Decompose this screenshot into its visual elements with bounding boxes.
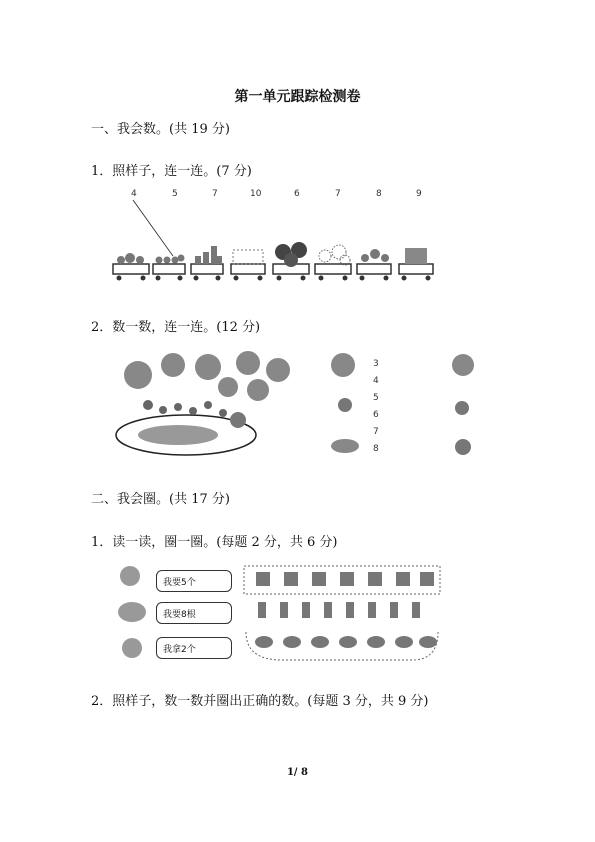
train-car-2 bbox=[153, 255, 185, 281]
q1-instruction: 1．照样子，连一连。(7 分) bbox=[91, 164, 252, 179]
speech-text-1: 我要5个 bbox=[163, 578, 196, 588]
q1-number-2: 5 bbox=[172, 189, 178, 199]
q2-number-4: 4 bbox=[373, 376, 379, 386]
train-car-7 bbox=[357, 249, 391, 281]
pond-stones bbox=[138, 425, 218, 445]
row-carrots bbox=[258, 602, 420, 618]
q2-number-7: 7 bbox=[373, 427, 379, 437]
speech-text-3: 我拿2个 bbox=[163, 645, 196, 655]
child-2 bbox=[118, 602, 146, 622]
frog bbox=[230, 412, 246, 428]
train-car-5 bbox=[273, 242, 309, 281]
child-3 bbox=[122, 638, 142, 658]
speech-text-2: 我要8根 bbox=[163, 610, 196, 620]
bird-picture bbox=[455, 401, 469, 415]
q2-number-3: 3 bbox=[373, 359, 379, 369]
q1-number-5: 6 bbox=[294, 189, 300, 199]
section2-heading: 二、我会圈。(共 17 分) bbox=[91, 492, 230, 507]
stone-picture bbox=[331, 439, 359, 453]
q1-number-6: 7 bbox=[335, 189, 341, 199]
row-mushrooms bbox=[255, 636, 437, 648]
q2-number-8: 8 bbox=[373, 444, 379, 454]
train-car-6 bbox=[315, 245, 351, 281]
example-connection-line bbox=[133, 200, 173, 256]
flower-2 bbox=[161, 353, 185, 377]
train-car-4 bbox=[231, 250, 265, 281]
garden-scene-illustration bbox=[108, 345, 303, 463]
section2-q2-instruction: 2．照样子，数一数并圈出正确的数。(每题 3 分，共 9 分) bbox=[91, 694, 429, 709]
flower-3 bbox=[195, 354, 221, 380]
leaf-picture bbox=[452, 354, 474, 376]
flower-4 bbox=[236, 351, 260, 375]
child-1 bbox=[120, 566, 140, 586]
butterfly-picture bbox=[338, 398, 352, 412]
speech-bubble-2 bbox=[156, 602, 232, 624]
q1-number-1: 4 bbox=[131, 189, 137, 199]
row-apples bbox=[256, 572, 434, 586]
section2-q1-instruction: 1．读一读，圈一圈。(每题 2 分，共 6 分) bbox=[91, 535, 338, 550]
items-to-circle bbox=[242, 562, 442, 667]
q2-left-pictures bbox=[325, 350, 365, 460]
flower-7 bbox=[218, 377, 238, 397]
page-number: 1/ 8 bbox=[286, 767, 309, 778]
flower-picture bbox=[331, 353, 355, 377]
q2-right-pictures bbox=[448, 350, 478, 460]
train-car-8 bbox=[399, 248, 433, 281]
flower-1 bbox=[124, 361, 152, 389]
train-car-3 bbox=[191, 246, 223, 281]
section1-heading: 一、我会数。(共 19 分) bbox=[91, 122, 230, 137]
q1-number-4: 10 bbox=[250, 189, 262, 199]
flower-6 bbox=[247, 379, 269, 401]
q1-number-3: 7 bbox=[212, 189, 218, 199]
flower-5 bbox=[266, 358, 290, 382]
q2-number-5: 5 bbox=[373, 393, 379, 403]
q2-number-6: 6 bbox=[373, 410, 379, 420]
children-illustrations bbox=[112, 562, 157, 667]
speech-bubble-3 bbox=[156, 637, 232, 659]
speech-bubble-1 bbox=[156, 570, 232, 592]
q1-number-8: 9 bbox=[416, 189, 422, 199]
train-cars-illustration bbox=[105, 198, 445, 286]
q2-instruction: 2．数一数，连一连。(12 分) bbox=[91, 320, 261, 335]
frog-picture bbox=[455, 439, 471, 455]
page-title: 第一单元跟踪检测卷 bbox=[234, 89, 361, 105]
train-car-1 bbox=[113, 253, 149, 281]
q1-number-7: 8 bbox=[376, 189, 382, 199]
